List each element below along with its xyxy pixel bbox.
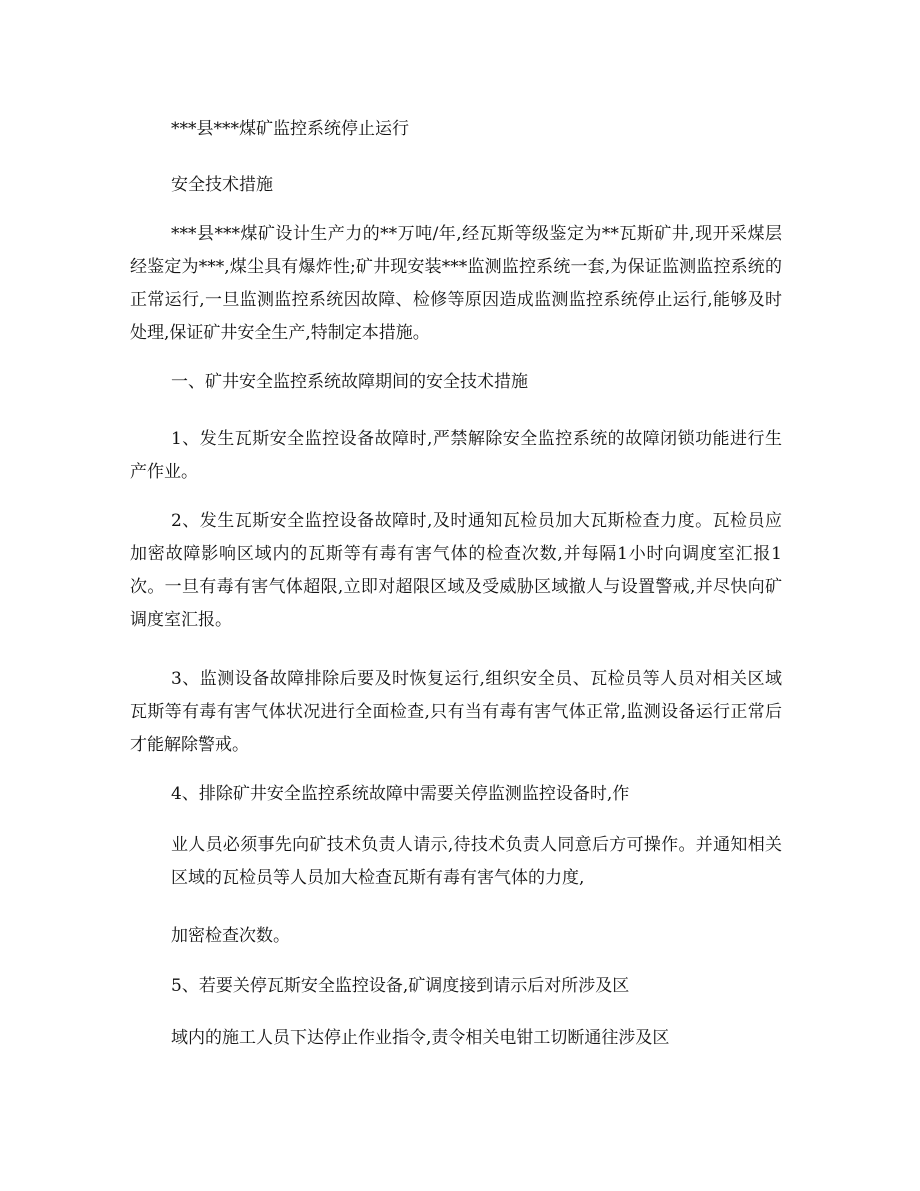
item-4-line-3: 加密检查次数。 [171, 926, 290, 946]
intro-paragraph: ***县***煤矿设计生产力的**万吨/年,经瓦斯等级鉴定为**瓦斯矿井,现开采煤层经鉴定为***,煤尘具有爆炸性;矿井现安装***监测监控系统一套,为保证监测监控系统的正常运行,一旦监测监控系统因故障、检修等原因造成监测监控系统停止运行,能够及时处理,保证矿井安全生产,特制定本措施。 [130, 224, 782, 343]
item-1-paragraph: 1、发生瓦斯安全监控设备故障时,严禁解除安全监控系统的故障闭锁功能进行生产作业。 [130, 429, 782, 482]
item-5-line-2: 域内的施工人员下达停止作业指令,责令相关电钳工切断通往涉及区 [171, 1028, 670, 1048]
item-4-line-1: 4、排除矿井安全监控系统故障中需要关停监测监控设备时,作 [171, 784, 630, 804]
item-2-paragraph: 2、发生瓦斯安全监控设备故障时,及时通知瓦检员加大瓦斯检查力度。瓦检员应加密故障影响区域内的瓦斯等有毒有害气体的检查次数,并每隔1小时向调度室汇报1次。一旦有毒有害气体超限,立即对超限区域及受威胁区域撤人与设置警戒,并尽快向矿调度室汇报。 [130, 511, 782, 630]
title-line-2: 安全技术措施 [171, 175, 273, 195]
section-1-heading: 一、矿井安全监控系统故障期间的安全技术措施 [171, 372, 528, 392]
item-4-line-2: 业人员必须事先向矿技术负责人请示,待技术负责人同意后方可操作。并通知相关区域的瓦检员等人员加大检查瓦斯有毒有害气体的力度, [171, 835, 782, 888]
title-line-1: ***县***煤矿监控系统停止运行 [171, 119, 409, 139]
item-3-paragraph: 3、监测设备故障排除后要及时恢复运行,组织安全员、瓦检员等人员对相关区域瓦斯等有毒有害气体状况进行全面检查,只有当有毒有害气体正常,监测设备运行正常后才能解除警戒。 [130, 669, 782, 755]
item-5-line-1: 5、若要关停瓦斯安全监控设备,矿调度接到请示后对所涉及区 [171, 976, 630, 996]
